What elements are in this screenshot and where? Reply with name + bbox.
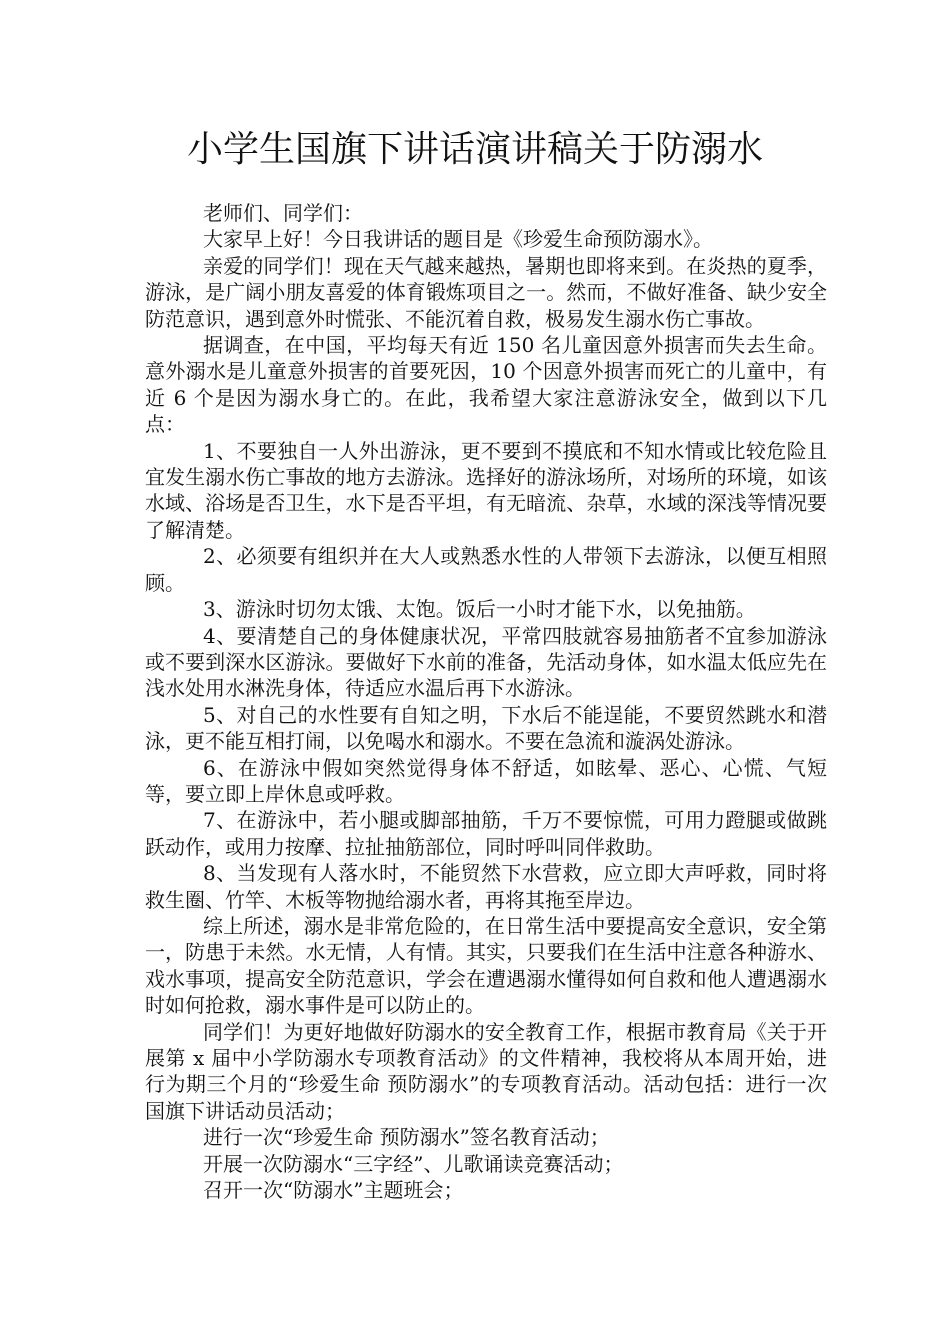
safety-tip-2: 2、必须要有组织并在大人或熟悉水性的人带领下去游泳，以便互相照顾。 xyxy=(145,544,827,595)
safety-tip-8: 8、当发现有人落水时，不能贸然下水营救，应立即大声呼救，同时将救生圈、竹竿、木板等物抛给溺水者，再将其拖至岸边。 xyxy=(145,861,827,912)
safety-tip-3: 3、游泳时切勿太饿、太饱。饭后一小时才能下水，以免抽筋。 xyxy=(203,597,756,622)
activity-item-signature: 进行一次“珍爱生命 预防溺水”签名教育活动； xyxy=(203,1125,610,1150)
salutation: 老师们、同学们： xyxy=(203,201,363,225)
safety-tip-6: 6、在游泳中假如突然觉得身体不舒适，如眩晕、恶心、心慌、气短等，要立即上岸休息或呼救。 xyxy=(145,755,827,806)
safety-tip-1: 1、不要独自一人外出游泳，更不要到不摸底和不知水情或比较危险且宜发生溺水伤亡事故的地方去游泳。选择好的游泳场所，对场所的环境，如该水域、浴场是否卫生，水下是否平坦，有无暗流、杂草，水域的深浅等情况要了解清楚。 xyxy=(145,438,827,542)
intro-paragraph: 亲爱的同学们！现在天气越来越热，暑期也即将来到。在炎热的夏季，游泳，是广阔小朋友喜爱的体育锻炼项目之一。然而，不做好准备、缺少安全防范意识，遇到意外时慌张、不能沉着自救，极易发生溺水伤亡事故。 xyxy=(145,253,827,331)
document-body xyxy=(145,200,827,1203)
safety-tip-4: 4、要清楚自己的身体健康状况，平常四肢就容易抽筋者不宜参加游泳或不要到深水区游泳。要做好下水前的准备，先活动身体，如水温太低应先在浅水处用水淋洗身体，待适应水温后再下水游泳。 xyxy=(145,623,827,701)
statistics-paragraph: 据调查，在中国，平均每天有近 150 名儿童因意外损害而失去生命。意外溺水是儿童意外损害的首要死因，10 个因意外损害而死亡的儿童中，有近 6 个是因为溺水身亡的。在此，我希望大家注意游泳安全，做到以下几点： xyxy=(145,333,827,437)
activity-announcement: 同学们！为更好地做好防溺水的安全教育工作，根据市教育局《关于开展第 x 届中小学防溺水专项教育活动》的文件精神，我校将从本周开始，进行为期三个月的“珍爱生命 预防溺水”的专项教育活动。活动包括：进行一次国旗下讲话动员活动； xyxy=(145,1019,827,1123)
safety-tip-5: 5、对自己的水性要有自知之明，下水后不能逞能，不要贸然跳水和潜泳，更不能互相打闹，以免喝水和溺水。不要在急流和漩涡处游泳。 xyxy=(145,702,827,754)
safety-tip-7: 7、在游泳中，若小腿或脚部抽筋，千万不要惊慌，可用力蹬腿或做跳跃动作，或用力按摩、拉扯抽筋部位，同时呼叫同伴救助。 xyxy=(145,808,827,859)
activity-item-class-meeting: 召开一次“防溺水”主题班会； xyxy=(203,1178,464,1203)
greeting-paragraph: 大家早上好！今日我讲话的题目是《珍爱生命预防溺水》。 xyxy=(203,227,713,252)
summary-paragraph: 综上所述，溺水是非常危险的，在日常生活中要提高安全意识，安全第一，防患于未然。水无情，人有情。其实，只要我们在生活中注意各种游水、戏水事项，提高安全防范意识，学会在遭遇溺水懂得如何自救和他人遭遇溺水时如何抢救，溺水事件是可以防止的。 xyxy=(145,913,827,1018)
document-title: 小学生国旗下讲话演讲稿关于防溺水 xyxy=(186,129,763,170)
activity-item-recitation: 开展一次防溺水“三字经”、儿歌诵读竞赛活动； xyxy=(203,1151,624,1176)
